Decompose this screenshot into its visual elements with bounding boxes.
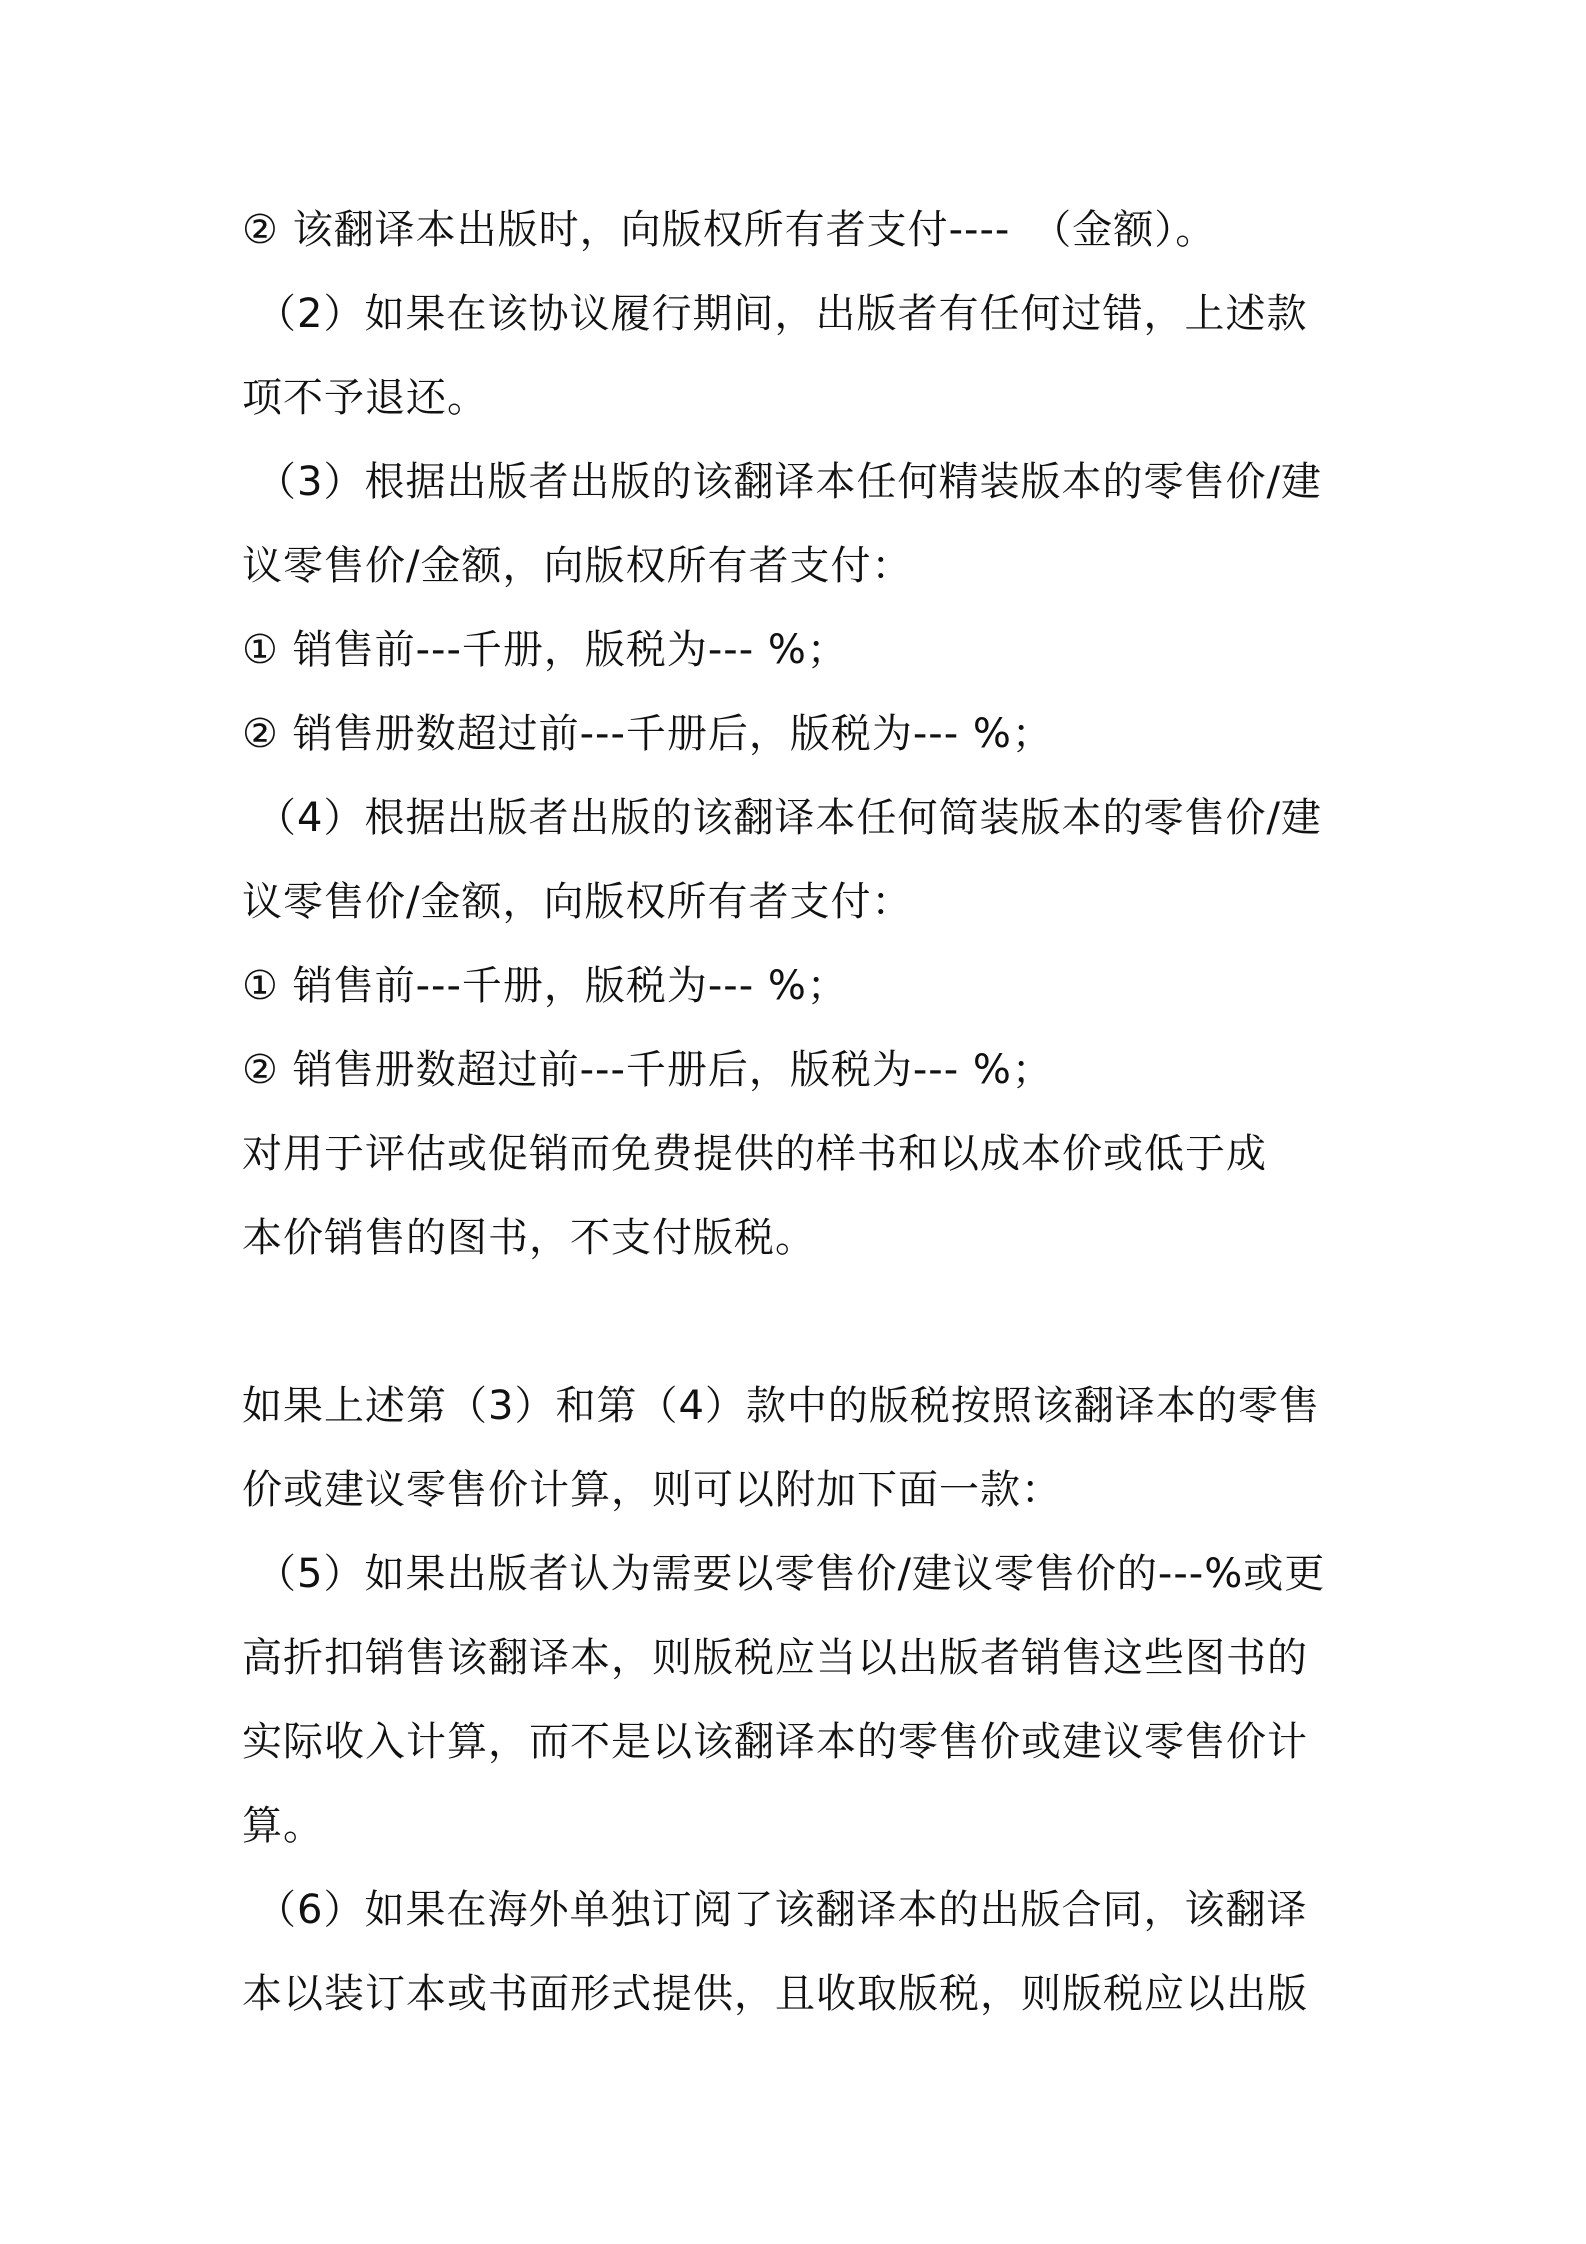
text-line: 如果上述第（3）和第（4）款中的版税按照该翻译本的零售: [242, 1383, 1320, 1429]
text-line: 对用于评估或促销而免费提供的样书和以成本价或低于成: [242, 1131, 1267, 1177]
text-line: （2）如果在该协议履行期间，出版者有任何过错，上述款: [256, 291, 1308, 337]
text-line: ② 销售册数超过前---千册后，版税为--- %；: [242, 1047, 1053, 1093]
text-line: 议零售价/金额，向版权所有者支付：: [242, 543, 913, 589]
text-line: 议零售价/金额，向版权所有者支付：: [242, 879, 913, 925]
text-line: （4）根据出版者出版的该翻译本任何简装版本的零售价/建: [256, 795, 1322, 841]
text-line: 高折扣销售该翻译本，则版税应当以出版者销售这些图书的: [242, 1635, 1308, 1681]
text-line: （3）根据出版者出版的该翻译本任何精装版本的零售价/建: [256, 459, 1322, 505]
text-line: ② 该翻译本出版时，向版权所有者支付---- （金额）。: [242, 207, 1217, 253]
text-line: （5）如果出版者认为需要以零售价/建议零售价的---%或更: [256, 1551, 1326, 1597]
text-line: ② 销售册数超过前---千册后，版税为--- %；: [242, 711, 1053, 757]
text-line: 本价销售的图书，不支付版税。: [242, 1215, 816, 1261]
text-line: 算。: [242, 1803, 324, 1849]
text-line: 实际收入计算，而不是以该翻译本的零售价或建议零售价计: [242, 1719, 1308, 1765]
text-line: ① 销售前---千册，版税为--- %；: [242, 963, 848, 1009]
text-line: ① 销售前---千册，版税为--- %；: [242, 627, 848, 673]
text-line: 项不予退还。: [242, 375, 488, 421]
text-line: （6）如果在海外单独订阅了该翻译本的出版合同，该翻译: [256, 1887, 1308, 1933]
text-line: 本以装订本或书面形式提供，且收取版税，则版税应以出版: [242, 1971, 1308, 2017]
text-line: 价或建议零售价计算，则可以附加下面一款：: [242, 1467, 1062, 1513]
